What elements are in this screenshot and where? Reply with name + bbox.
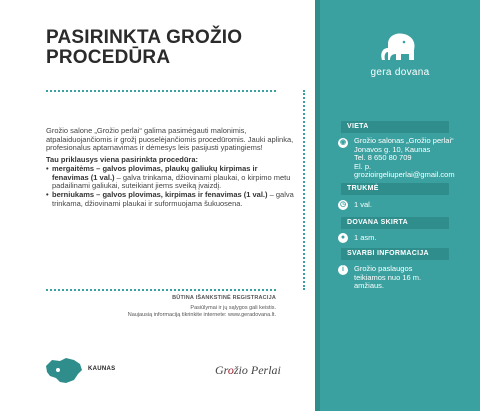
brand-name: gera dovana: [370, 67, 430, 78]
info-icon: i: [338, 265, 348, 275]
option-title: mergaitėms – galvos plovimas, plaukų galiukų kirpimas ir fenavimas (1 val.): [52, 163, 258, 182]
dotted-divider-bottom: [46, 289, 276, 291]
section-header-skirta: DOVANA SKIRTA: [341, 217, 449, 229]
list-item: [46, 165, 296, 191]
registration-line: Pasiūlymai ir jų sąlygos gali keistis.: [190, 305, 276, 311]
registration-note: [46, 295, 276, 319]
description: [46, 127, 296, 208]
section-header-info: SVARBI INFORMACIJA: [341, 248, 449, 260]
info-value: Grožio paslaugos teikiamos nuo 16 m. amžiaus.: [354, 264, 422, 290]
intro-text: Grožio salone „Grožio perlai“ galima pasimėgauti malonimis, atpalaiduojančiomis ir grožį puoselėjančiomis procedūromis. Jauki aplinka, profesionalus aptarnavimas ir dėmesys leis pasijusti ypatingiems!: [46, 126, 294, 153]
registration-title: BŪTINA IŠANKSTINĖ REGISTRACIJA: [172, 295, 276, 301]
duration-value: 1 val.: [354, 200, 372, 209]
page-title: PASIRINKTA GROŽIO PROCEDŪRA: [46, 27, 243, 68]
options-heading: Tau priklausys viena pasirinkta procedūra:: [46, 155, 198, 165]
persons-value: 1 asm.: [354, 233, 377, 242]
section-header-trukme: TRUKMĖ: [341, 183, 449, 195]
list-item: [46, 191, 296, 208]
dotted-divider-vertical: [303, 90, 305, 290]
lithuania-map-icon: [44, 356, 84, 386]
partner-logo: Grožio Perlai: [215, 363, 281, 377]
panel-edge: [315, 0, 320, 411]
elephant-icon: [370, 30, 430, 70]
location-icon: ◉: [339, 139, 347, 146]
options-list: [46, 165, 296, 209]
location-details: Grožio salonas „Grožio perlai“ Jonavos g. 10, Kaunas Tel. 8 650 80 709 El. p. grozioirgeliuperlai@gmail.com: [354, 136, 455, 179]
section-header-vieta: VIETA: [341, 121, 449, 133]
option-text: – galva trinkama, džiovinami plaukai, o kirpimo metu padailinami galiukai, suteikiant jiems sveiką įvaizdį.: [52, 172, 291, 191]
registration-line: Naujausią informaciją tikrinkite internete: www.geradovana.lt.: [127, 312, 276, 318]
dotted-divider-top: [46, 90, 276, 92]
option-title: berniukams – galvos plovimas, kirpimas ir fenavimas (1 val.): [52, 189, 268, 199]
person-icon: ●: [338, 233, 348, 243]
city-label: KAUNAS: [88, 366, 116, 372]
option-text: – galva trinkama, džiovinami plaukai ir suformuojama šukuosena.: [52, 189, 294, 208]
clock-icon: ◷: [339, 201, 347, 208]
